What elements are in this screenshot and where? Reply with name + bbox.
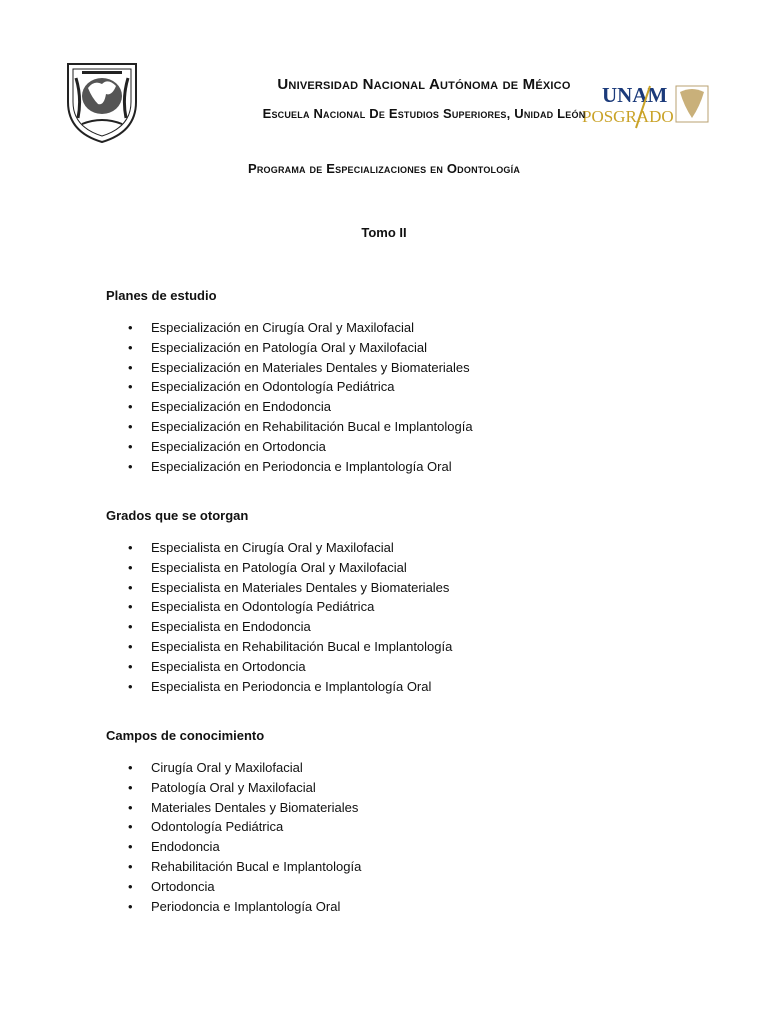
list-item: • Especialista en Cirugía Oral y Maxilofacial [106, 538, 726, 558]
list-item: • Especialización en Patología Oral y Maxilofacial [106, 338, 726, 358]
list-item: • Especialista en Odontología Pediátrica [106, 597, 726, 617]
list-item: • Cirugía Oral y Maxilofacial [106, 758, 726, 778]
section-heading: Planes de estudio [106, 288, 217, 303]
list-item: • Odontología Pediátrica [106, 817, 726, 837]
list-item: • Materiales Dentales y Biomateriales [106, 798, 726, 818]
list-item: • Especialista en Materiales Dentales y Biomateriales [106, 578, 726, 598]
list-item: • Especialización en Materiales Dentales y Biomateriales [106, 358, 726, 378]
posgrado-logo-text-top: UNAM [602, 83, 668, 107]
section-campos-de-conocimiento [106, 726, 726, 916]
unam-seal-icon [62, 58, 142, 144]
list-item: • Especialización en Periodoncia e Implantología Oral [106, 457, 726, 477]
university-name: Universidad Nacional Autónoma de México [277, 76, 571, 93]
section-grados-que-se-otorgan [106, 506, 726, 696]
list-item: • Rehabilitación Bucal e Implantología [106, 857, 726, 877]
list-item: • Patología Oral y Maxilofacial [106, 778, 726, 798]
section-planes-de-estudio [106, 286, 726, 476]
bullet-list [106, 318, 726, 476]
list-item: • Ortodoncia [106, 877, 726, 897]
volume-title: Tomo II [361, 225, 407, 240]
school-name: Escuela Nacional De Estudios Superiores, Unidad León [262, 106, 586, 121]
list-item: • Especialización en Endodoncia [106, 397, 726, 417]
section-heading: Grados que se otorgan [106, 508, 249, 523]
section-heading: Campos de conocimiento [106, 728, 265, 743]
list-item: • Periodoncia e Implantología Oral [106, 897, 726, 917]
list-item: • Especialista en Patología Oral y Maxilofacial [106, 558, 726, 578]
list-item: • Especialización en Rehabilitación Bucal e Implantología [106, 417, 726, 437]
list-item: • Especialista en Periodoncia e Implantología Oral [106, 677, 726, 697]
posgrado-logo-text-bottom: POSGRADO [582, 107, 674, 126]
bullet-list [106, 758, 726, 916]
program-title: Programa de Especializaciones en Odontología [247, 161, 521, 176]
list-item: • Especialista en Endodoncia [106, 617, 726, 637]
list-item: • Endodoncia [106, 837, 726, 857]
list-item: • Especialización en Cirugía Oral y Maxilofacial [106, 318, 726, 338]
list-item: • Especialización en Odontología Pediátrica [106, 377, 726, 397]
list-item: • Especialista en Rehabilitación Bucal e Implantología [106, 637, 726, 657]
list-item: • Especialista en Ortodoncia [106, 657, 726, 677]
list-item: • Especialización en Ortodoncia [106, 437, 726, 457]
bullet-list [106, 538, 726, 696]
